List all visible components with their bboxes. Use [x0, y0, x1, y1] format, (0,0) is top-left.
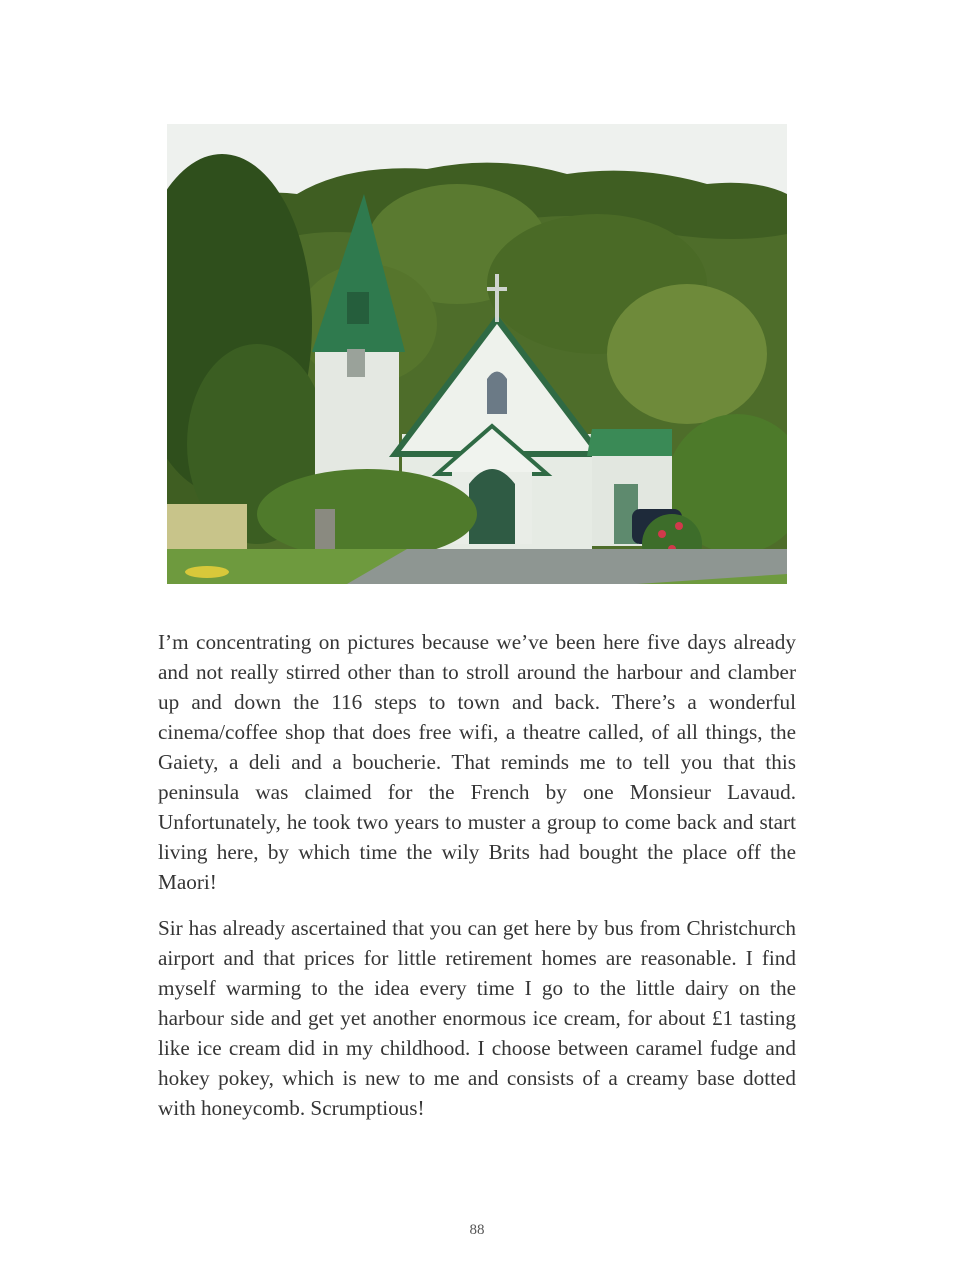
paragraph: Sir has already ascertained that you can get here by bus from Christchurch airport and that prices for little retirement homes are reasonable. I find myself warming to the idea every time I go to the little dairy on the harbour side and get yet another enormous ice cream, for about £1 tasting like ice cream did in my childhood. I choose between caramel fudge and hokey pokey, which is new to me and consists of a creamy base dotted with honeycomb. Scrumptious! [158, 916, 796, 1120]
church-photo [167, 124, 787, 584]
page-number: 88 [469, 1222, 485, 1238]
paragraph: I’m concentrating on pictures because we’ve been here five days already and not really stirred other than to stroll around the harbour and clamber up and down the 116 steps to town and back. There’s a wonderful cinema/coffee shop that does free wifi, a theatre called, of all things, the Gaiety, a deli and a boucherie. That reminds me to tell you that this peninsula was claimed for the French by one Monsieur Lavaud. Unfortunately, he took two years to muster a group to come back and start living here, by which time the wily Brits had bought the place off the Maori! [158, 630, 796, 894]
body-text [158, 627, 796, 1139]
